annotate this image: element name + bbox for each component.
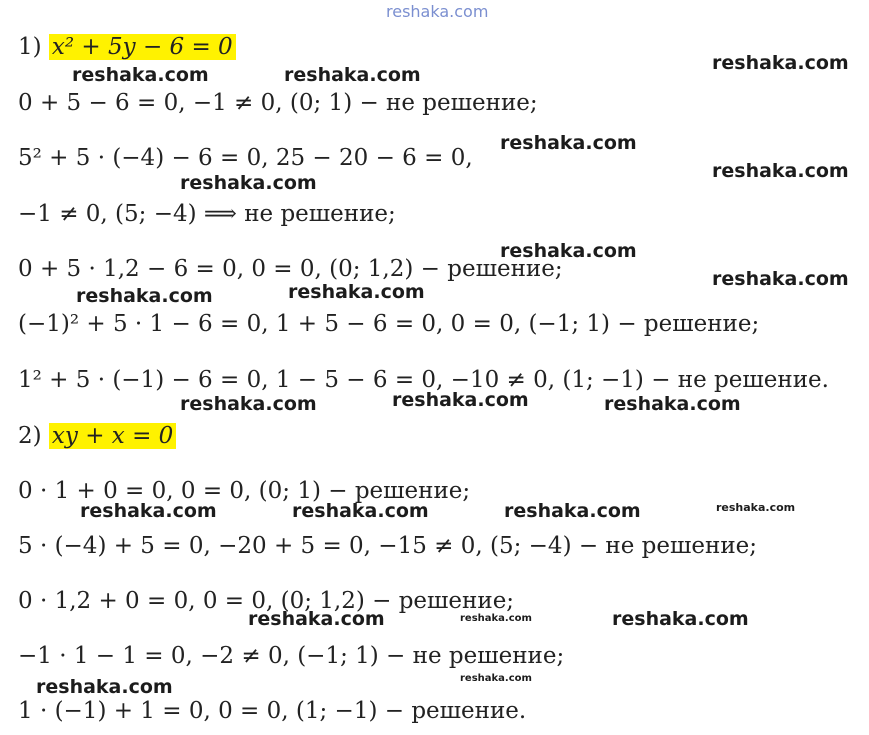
watermark: reshaka.com [604,393,741,415]
task2-heading [18,423,176,449]
task2-line-1: 0 · 1 + 0 = 0, 0 = 0, (0; 1) − решение; [18,478,471,504]
watermark-small: reshaka.com [460,673,532,684]
task1-heading [18,34,236,60]
watermark: reshaka.com [392,389,529,411]
task1-line-4: 0 + 5 · 1,2 − 6 = 0, 0 = 0, (0; 1,2) − решение; [18,256,563,282]
watermark: reshaka.com [712,268,849,290]
watermark: reshaka.com [500,132,637,154]
watermark: reshaka.com [284,64,421,86]
watermark-small: reshaka.com [460,613,532,624]
watermark: reshaka.com [712,160,849,182]
watermark: reshaka.com [248,608,385,630]
task2-line-4: −1 · 1 − 1 = 0, −2 ≠ 0, (−1; 1) − не решение; [18,643,565,669]
watermark: reshaka.com [288,281,425,303]
task2-number: 2) [18,423,42,449]
watermark: reshaka.com [180,393,317,415]
task1-line-2: 5² + 5 · (−4) − 6 = 0, 25 − 20 − 6 = 0, [18,145,473,171]
task2-line-2: 5 · (−4) + 5 = 0, −20 + 5 = 0, −15 ≠ 0, (5; −4) − не решение; [18,533,758,559]
watermark: reshaka.com [80,500,217,522]
watermark: reshaka.com [76,285,213,307]
task1-equation: x² + 5y − 6 = 0 [49,34,236,60]
task2-equation: xy + x = 0 [49,423,176,449]
watermark: reshaka.com [500,240,637,262]
watermark: reshaka.com [292,500,429,522]
task1-line-1: 0 + 5 − 6 = 0, −1 ≠ 0, (0; 1) − не решение; [18,90,538,116]
task1-line-5: (−1)² + 5 · 1 − 6 = 0, 1 + 5 − 6 = 0, 0 = 0, (−1; 1) − решение; [18,311,760,337]
task1-line-3: −1 ≠ 0, (5; −4) ⟹ не решение; [18,201,396,227]
task1-line-6: 1² + 5 · (−1) − 6 = 0, 1 − 5 − 6 = 0, −10 ≠ 0, (1; −1) − не решение. [18,367,829,393]
task2-line-3: 0 · 1,2 + 0 = 0, 0 = 0, (0; 1,2) − решение; [18,588,515,614]
watermark: reshaka.com [612,608,749,630]
watermark: reshaka.com [180,172,317,194]
task2-line-5: 1 · (−1) + 1 = 0, 0 = 0, (1; −1) − решение. [18,698,527,724]
watermark: reshaka.com [504,500,641,522]
task1-number: 1) [18,34,42,60]
watermark: reshaka.com [36,676,173,698]
watermark-small: reshaka.com [716,501,796,514]
header-watermark: reshaka.com [386,2,489,21]
watermark: reshaka.com [72,64,209,86]
watermark: reshaka.com [712,52,849,74]
